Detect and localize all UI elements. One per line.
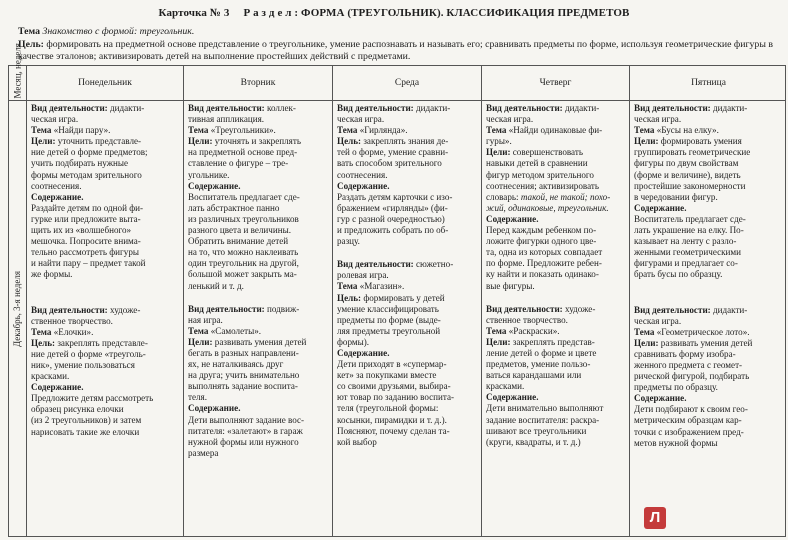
- cell-text-line: ление детей о форме и цвете: [486, 347, 597, 358]
- cell-text-line: [31, 103, 181, 114]
- cell-text-line: соотнесения.: [31, 180, 82, 191]
- cell-text-line: [188, 326, 330, 337]
- field-text: «Найди пару».: [53, 125, 111, 136]
- cell-text-line: питателя: «залетают» в гараж: [188, 425, 303, 436]
- cell-text-line: соотнесения; активизировать: [486, 180, 599, 191]
- cell-text-line: ческая игра.: [634, 315, 682, 326]
- cell-text-line: [634, 136, 784, 147]
- cell-text-line: на то, что можно наклеивать: [188, 247, 299, 258]
- field-text: коллек-: [267, 103, 296, 113]
- cell-text-line: красками.: [31, 371, 70, 382]
- week-label: Декабрь, 3-я неделя: [12, 271, 22, 347]
- field-text: совершенствовать: [512, 147, 583, 158]
- field-text: дидакти-: [110, 103, 145, 113]
- cell-text-line: Содержание.: [31, 191, 84, 202]
- cell-text-line: женными геометрическими: [634, 247, 742, 258]
- cell-text-line: нужной формы или нужного: [188, 436, 299, 447]
- cell-text-line: учить подбирать нужные: [31, 158, 128, 169]
- field-text: «Найди одинаковые фи-: [508, 125, 603, 136]
- field-label: Цели:: [634, 337, 659, 348]
- column-divider: [183, 66, 184, 536]
- monday-cell: [31, 103, 181, 438]
- field-text: «Треугольники».: [210, 125, 276, 136]
- cell-text-line: формы).: [337, 336, 370, 347]
- field-text: закреплять представ-: [512, 336, 595, 347]
- cell-text-line: женного предмета с геомет-: [634, 359, 743, 370]
- cell-text-line: вать способом зрительного: [337, 158, 442, 169]
- topic-line: [18, 26, 194, 37]
- cell-text-line: нарисовать такие же елочки: [31, 426, 140, 437]
- cell-text-line: (форме и величине), видеть: [634, 169, 741, 180]
- cell-text-line: [188, 103, 330, 114]
- field-text: дидакти-: [416, 103, 451, 113]
- cell-text-line: большой может закрыть ма-: [188, 269, 297, 280]
- section-spacer: [31, 293, 181, 305]
- cell-text-line: умение классифицировать: [337, 303, 439, 314]
- cell-text-line: же формы.: [31, 269, 73, 280]
- cell-text-line: [634, 103, 784, 114]
- field-label: Вид деятельности:: [31, 304, 108, 315]
- field-label: Цель:: [337, 292, 362, 303]
- cell-text-line: щить их из «волшебного»: [31, 225, 132, 236]
- cell-text-line: метрическим образцам кар-: [634, 415, 742, 426]
- cell-text-line: разного цвета и величины.: [188, 225, 291, 236]
- cell-text-line: [31, 136, 181, 147]
- cell-text-line: косынки, пирамидки и т. д.).: [337, 414, 447, 425]
- cell-text-line: [31, 327, 181, 338]
- cell-text-line: вые фигуры.: [486, 280, 535, 291]
- field-label: Цель:: [31, 337, 56, 348]
- field-label: Вид деятельности:: [634, 103, 711, 113]
- cell-text-line: [486, 147, 627, 158]
- cell-text-line: Содержание.: [337, 180, 390, 191]
- field-label: Вид деятельности:: [486, 103, 563, 113]
- cell-text-line: ние детей о форме предметов;: [31, 147, 148, 158]
- cell-text-line: [188, 125, 330, 136]
- cell-text-line: Дети внимательно выполняют: [486, 403, 604, 414]
- cell-text-line: точки с изображением пред-: [634, 426, 744, 437]
- cell-text-line: бражением «гирлянды» (фи-: [337, 202, 448, 213]
- field-text: развивать умения детей: [214, 336, 307, 347]
- cell-text-line: Содержание.: [634, 393, 687, 404]
- cell-text-line: ственное творчество.: [31, 315, 113, 326]
- cell-text-line: [337, 259, 479, 270]
- field-text: такой, не такой; похо-: [520, 191, 611, 202]
- cell-text-line: [486, 326, 627, 337]
- cell-text-line: образец рисунка елочки: [31, 404, 124, 415]
- cell-text-line: Содержание.: [337, 347, 390, 358]
- wednesday-cell: [337, 103, 479, 448]
- cell-text-line: Содержание.: [188, 180, 241, 191]
- cell-text-line: разцу.: [337, 236, 360, 247]
- cell-text-line: ние детей о форме «треуголь-: [31, 348, 146, 359]
- cell-text-line: Содержание.: [188, 403, 241, 414]
- field-text: подвиж-: [267, 303, 300, 314]
- section-title: ФОРМА (ТРЕУГОЛЬНИК). КЛАССИФИКАЦИЯ ПРЕДМЕТОВ: [301, 7, 630, 19]
- cell-text-line: и найти пару – предмет такой: [31, 258, 146, 269]
- cell-text-line: Дети приходят в «супермар-: [337, 359, 447, 370]
- field-label: Вид деятельности:: [31, 103, 108, 113]
- cell-text-line: фигурами и предлагает со-: [634, 258, 738, 269]
- cell-text-line: [337, 293, 479, 304]
- field-text: уточнять и закреплять: [214, 136, 301, 147]
- goal-label: Цель:: [18, 39, 44, 50]
- cell-text-line: [31, 338, 181, 349]
- cell-text-line: метов нужной формы: [634, 437, 718, 448]
- cell-text-line: Дети подбирают к своим гео-: [634, 404, 748, 415]
- cell-text-line: выполнять задание воспита-: [188, 381, 298, 392]
- cell-text-line: предметы по форме (выде-: [337, 314, 441, 325]
- cell-text-line: сравнивать форму изобра-: [634, 348, 736, 359]
- cell-text-line: лать абстрактное панно: [188, 202, 280, 213]
- tuesday-cell: [188, 103, 330, 459]
- cell-text-line: один треугольник на другой,: [188, 258, 299, 269]
- cell-text-line: [188, 136, 330, 147]
- field-text: «Бусы на елку».: [656, 125, 719, 136]
- cell-text-line: навыки детей в сравнении: [486, 158, 588, 169]
- cell-text-line: тивная аппликация.: [188, 114, 265, 125]
- cell-text-line: Обратить внимание детей: [188, 236, 289, 247]
- cell-text-line: гуры».: [486, 136, 512, 147]
- section-spacer: [188, 292, 330, 304]
- cell-text-line: на предметной основе пред-: [188, 147, 298, 158]
- cell-text-line: ная игра.: [188, 314, 223, 325]
- cell-text-line: Содержание.: [486, 392, 539, 403]
- cell-text-line: ческая игра.: [337, 114, 385, 125]
- cell-text-line: ленький и т. д.: [188, 280, 244, 291]
- cell-text-line: угольнике.: [188, 169, 230, 180]
- cell-text-line: [486, 125, 627, 136]
- cell-text-line: Перед каждым ребенком по-: [486, 225, 597, 236]
- cell-text-line: лать украшение на елку. По-: [634, 225, 744, 236]
- section-spacer: [337, 247, 479, 259]
- cell-text-line: [634, 338, 784, 349]
- column-divider: [332, 66, 333, 536]
- cell-text-line: на друга; учить внимательно: [188, 370, 300, 381]
- cell-text-line: фигуры по двум свойствам: [634, 158, 739, 169]
- field-label: Тема: [31, 326, 52, 337]
- cell-text-line: Раздайте детям по одной фи-: [31, 202, 144, 213]
- field-label: Тема: [634, 326, 655, 337]
- cell-text-line: [634, 305, 784, 316]
- field-label: Вид деятельности:: [337, 103, 414, 113]
- field-label: Цели:: [188, 136, 213, 147]
- cell-text-line: [486, 103, 627, 114]
- field-text: «Гирлянда».: [359, 125, 408, 136]
- cell-text-line: ролевая игра.: [337, 270, 389, 281]
- field-label: Цели:: [486, 336, 511, 347]
- goal-paragraph: [18, 39, 773, 63]
- field-label: Тема: [486, 325, 507, 336]
- field-label: Тема: [486, 125, 507, 136]
- column-divider: [481, 66, 482, 536]
- field-text: дидакти-: [713, 103, 748, 113]
- litres-watermark-icon: Л: [644, 507, 666, 529]
- cell-text-line: формы методам зрительного: [31, 169, 142, 180]
- cell-text-line: [634, 125, 784, 136]
- cell-text-line: по форме. Предложите ребен-: [486, 258, 602, 269]
- cell-text-line: гур с разной очередностью): [337, 213, 445, 224]
- cell-text-line: [634, 327, 784, 338]
- field-label: Вид деятельности:: [188, 303, 265, 314]
- card-number: Карточка № 3: [158, 7, 230, 19]
- day-header-friday: Пятница: [691, 78, 726, 88]
- cell-text-line: рической фигурой, подбирать: [634, 371, 750, 382]
- cell-text-line: красками.: [486, 381, 525, 392]
- cell-text-line: [337, 125, 479, 136]
- month-week-header: Месяц, неделя: [12, 43, 23, 99]
- cell-text-line: [486, 304, 627, 315]
- header-divider: [9, 100, 785, 101]
- field-label: Цели:: [634, 136, 659, 147]
- cell-text-line: [486, 337, 627, 348]
- cell-text-line: ческая игра.: [634, 114, 682, 125]
- cell-text-line: брать бусы по образцу.: [634, 269, 723, 280]
- field-text: развивать умения детей: [660, 337, 753, 348]
- cell-text-line: ваться карандашами или: [486, 370, 582, 381]
- cell-text-line: казывает на ленту с разло-: [634, 236, 737, 247]
- cell-text-line: [486, 192, 627, 203]
- day-header-thursday: Четверг: [539, 78, 572, 88]
- section-spacer: [31, 281, 181, 293]
- cell-text-line: теля (треугольной формы:: [337, 403, 439, 414]
- column-divider: [629, 66, 630, 536]
- cell-text-line: Раздать детям карточки с изо-: [337, 191, 453, 202]
- cell-text-line: гурке или предложите выта-: [31, 213, 141, 224]
- thursday-cell: [486, 103, 627, 448]
- field-text: дидакти-: [565, 103, 600, 113]
- field-text: «Раскраски».: [508, 325, 560, 336]
- cell-text-line: ственное творчество.: [486, 314, 568, 325]
- cell-text-line: [337, 136, 479, 147]
- cell-text-line: задание воспитателя: раскра-: [486, 414, 600, 425]
- cell-text-line: та, одна из которых совпадает: [486, 247, 603, 258]
- cell-text-line: шивают все треугольники: [486, 425, 587, 436]
- field-text: «Магазин».: [359, 281, 405, 292]
- field-text: словарь:: [486, 191, 519, 202]
- cell-text-line: (круги, квадраты, и т. д.): [486, 436, 581, 447]
- field-text: художе-: [565, 303, 596, 314]
- section-spacer: [634, 293, 784, 305]
- field-text: уточнить представле-: [57, 136, 142, 147]
- cell-text-line: простейшие закономерности: [634, 180, 746, 191]
- field-text: формировать у детей: [363, 292, 445, 303]
- field-text: закреплять представле-: [57, 337, 148, 348]
- section-label: Р а з д е л :: [243, 7, 299, 19]
- day-header-wednesday: Среда: [394, 78, 420, 88]
- field-label: Тема: [337, 281, 358, 292]
- field-text: формировать умения: [660, 136, 742, 147]
- field-label: Тема: [188, 325, 209, 336]
- field-label: Вид деятельности:: [486, 303, 563, 314]
- field-text: «Геометрическое лото».: [656, 326, 750, 337]
- field-text: жий, одинаковые, треугольник.: [486, 202, 609, 213]
- cell-text-line: и предложить собрать по об-: [337, 225, 449, 236]
- day-header-tuesday: Вторник: [240, 78, 276, 88]
- field-label: Цели:: [188, 336, 213, 347]
- topic-label: Тема: [18, 26, 41, 37]
- cell-text-line: ку найти и показать одинако-: [486, 269, 599, 280]
- cell-text-line: Поясняют, почему сделан та-: [337, 425, 450, 436]
- topic-text: Знакомство с формой: треугольник.: [42, 26, 195, 37]
- cell-text-line: (из 2 треугольников) и затем: [31, 415, 142, 426]
- cell-text-line: [31, 305, 181, 316]
- field-label: Тема: [634, 125, 655, 136]
- cell-text-line: Содержание.: [31, 382, 84, 393]
- cell-text-line: теля.: [188, 392, 208, 403]
- cell-text-line: со своими друзьями, выбира-: [337, 381, 451, 392]
- cell-text-line: ложите фигурки одного цве-: [486, 236, 597, 247]
- cell-text-line: ставление о фигуре – тре-: [188, 158, 289, 169]
- cell-text-line: тей о форме, умение сравни-: [337, 147, 449, 158]
- cell-text-line: предметы по образцу.: [634, 382, 718, 393]
- field-text: дидакти-: [713, 304, 748, 315]
- field-label: Цели:: [31, 136, 56, 147]
- cell-text-line: предметов, умение пользо-: [486, 359, 591, 370]
- field-text: «Самолеты».: [210, 325, 262, 336]
- field-label: Тема: [188, 125, 209, 136]
- cell-text-line: Воспитатель предлагает сде-: [188, 191, 300, 202]
- field-label: Тема: [337, 125, 358, 136]
- cell-text-line: [31, 125, 181, 136]
- field-label: Цели:: [486, 147, 511, 158]
- day-header-monday: Понедельник: [78, 78, 132, 88]
- cell-text-line: бегать в разных направлени-: [188, 347, 299, 358]
- card-title: [0, 7, 788, 19]
- field-text: закреплять знания де-: [363, 136, 449, 147]
- field-text: художе-: [110, 304, 141, 315]
- cell-text-line: [486, 203, 627, 214]
- field-label: Вид деятельности:: [188, 103, 265, 113]
- cell-text-line: в чередовании фигур.: [634, 191, 718, 202]
- cell-text-line: соотнесения.: [337, 169, 388, 180]
- cell-text-line: мешочка. Попросите внима-: [31, 236, 141, 247]
- column-divider: [26, 66, 27, 536]
- field-text: сюжетно-: [416, 259, 454, 270]
- cell-text-line: ют товар по заданию воспита-: [337, 392, 455, 403]
- cell-text-line: [188, 304, 330, 315]
- friday-cell: [634, 103, 784, 449]
- cell-text-line: фигур методом зрительного: [486, 169, 594, 180]
- cell-text-line: из различных треугольников: [188, 213, 299, 224]
- cell-text-line: кет» за покупками вместе: [337, 370, 437, 381]
- cell-text-line: кой выбор: [337, 436, 377, 447]
- field-label: Вид деятельности:: [634, 304, 711, 315]
- cell-text-line: ник», умение пользоваться: [31, 359, 135, 370]
- cell-text-line: Содержание.: [634, 202, 687, 213]
- field-label: Тема: [31, 125, 52, 136]
- cell-text-line: Предложите детям рассмотреть: [31, 393, 154, 404]
- cell-text-line: Дети выполняют задание вос-: [188, 414, 305, 425]
- field-text: «Елочки».: [53, 326, 94, 337]
- section-spacer: [486, 292, 627, 304]
- cell-text-line: тельно рассмотреть фигуры: [31, 247, 139, 258]
- cell-text-line: Воспитатель предлагает сде-: [634, 213, 746, 224]
- goal-text: формировать на предметной основе представление о треугольнике, умение распознавать и называть его; сравнивать предметы по форме, используя геометрические фигуры в качестве эталонов; активизировать детей на выполнение простейших действий с предметами.: [18, 39, 774, 62]
- cell-text-line: ческая игра.: [486, 114, 534, 125]
- cell-text-line: размера: [188, 447, 219, 458]
- cell-text-line: ческая игра.: [31, 114, 79, 125]
- cell-text-line: Содержание.: [486, 213, 539, 224]
- cell-text-line: ях, не наталкиваясь друг: [188, 359, 284, 370]
- cell-text-line: [188, 337, 330, 348]
- cell-text-line: [337, 103, 479, 114]
- section-spacer: [634, 281, 784, 293]
- field-label: Вид деятельности:: [337, 259, 414, 270]
- field-label: Цель:: [337, 136, 362, 147]
- cell-text-line: ляя предметы треугольной: [337, 325, 441, 336]
- cell-text-line: группировать геометрические: [634, 147, 751, 158]
- cell-text-line: [337, 281, 479, 292]
